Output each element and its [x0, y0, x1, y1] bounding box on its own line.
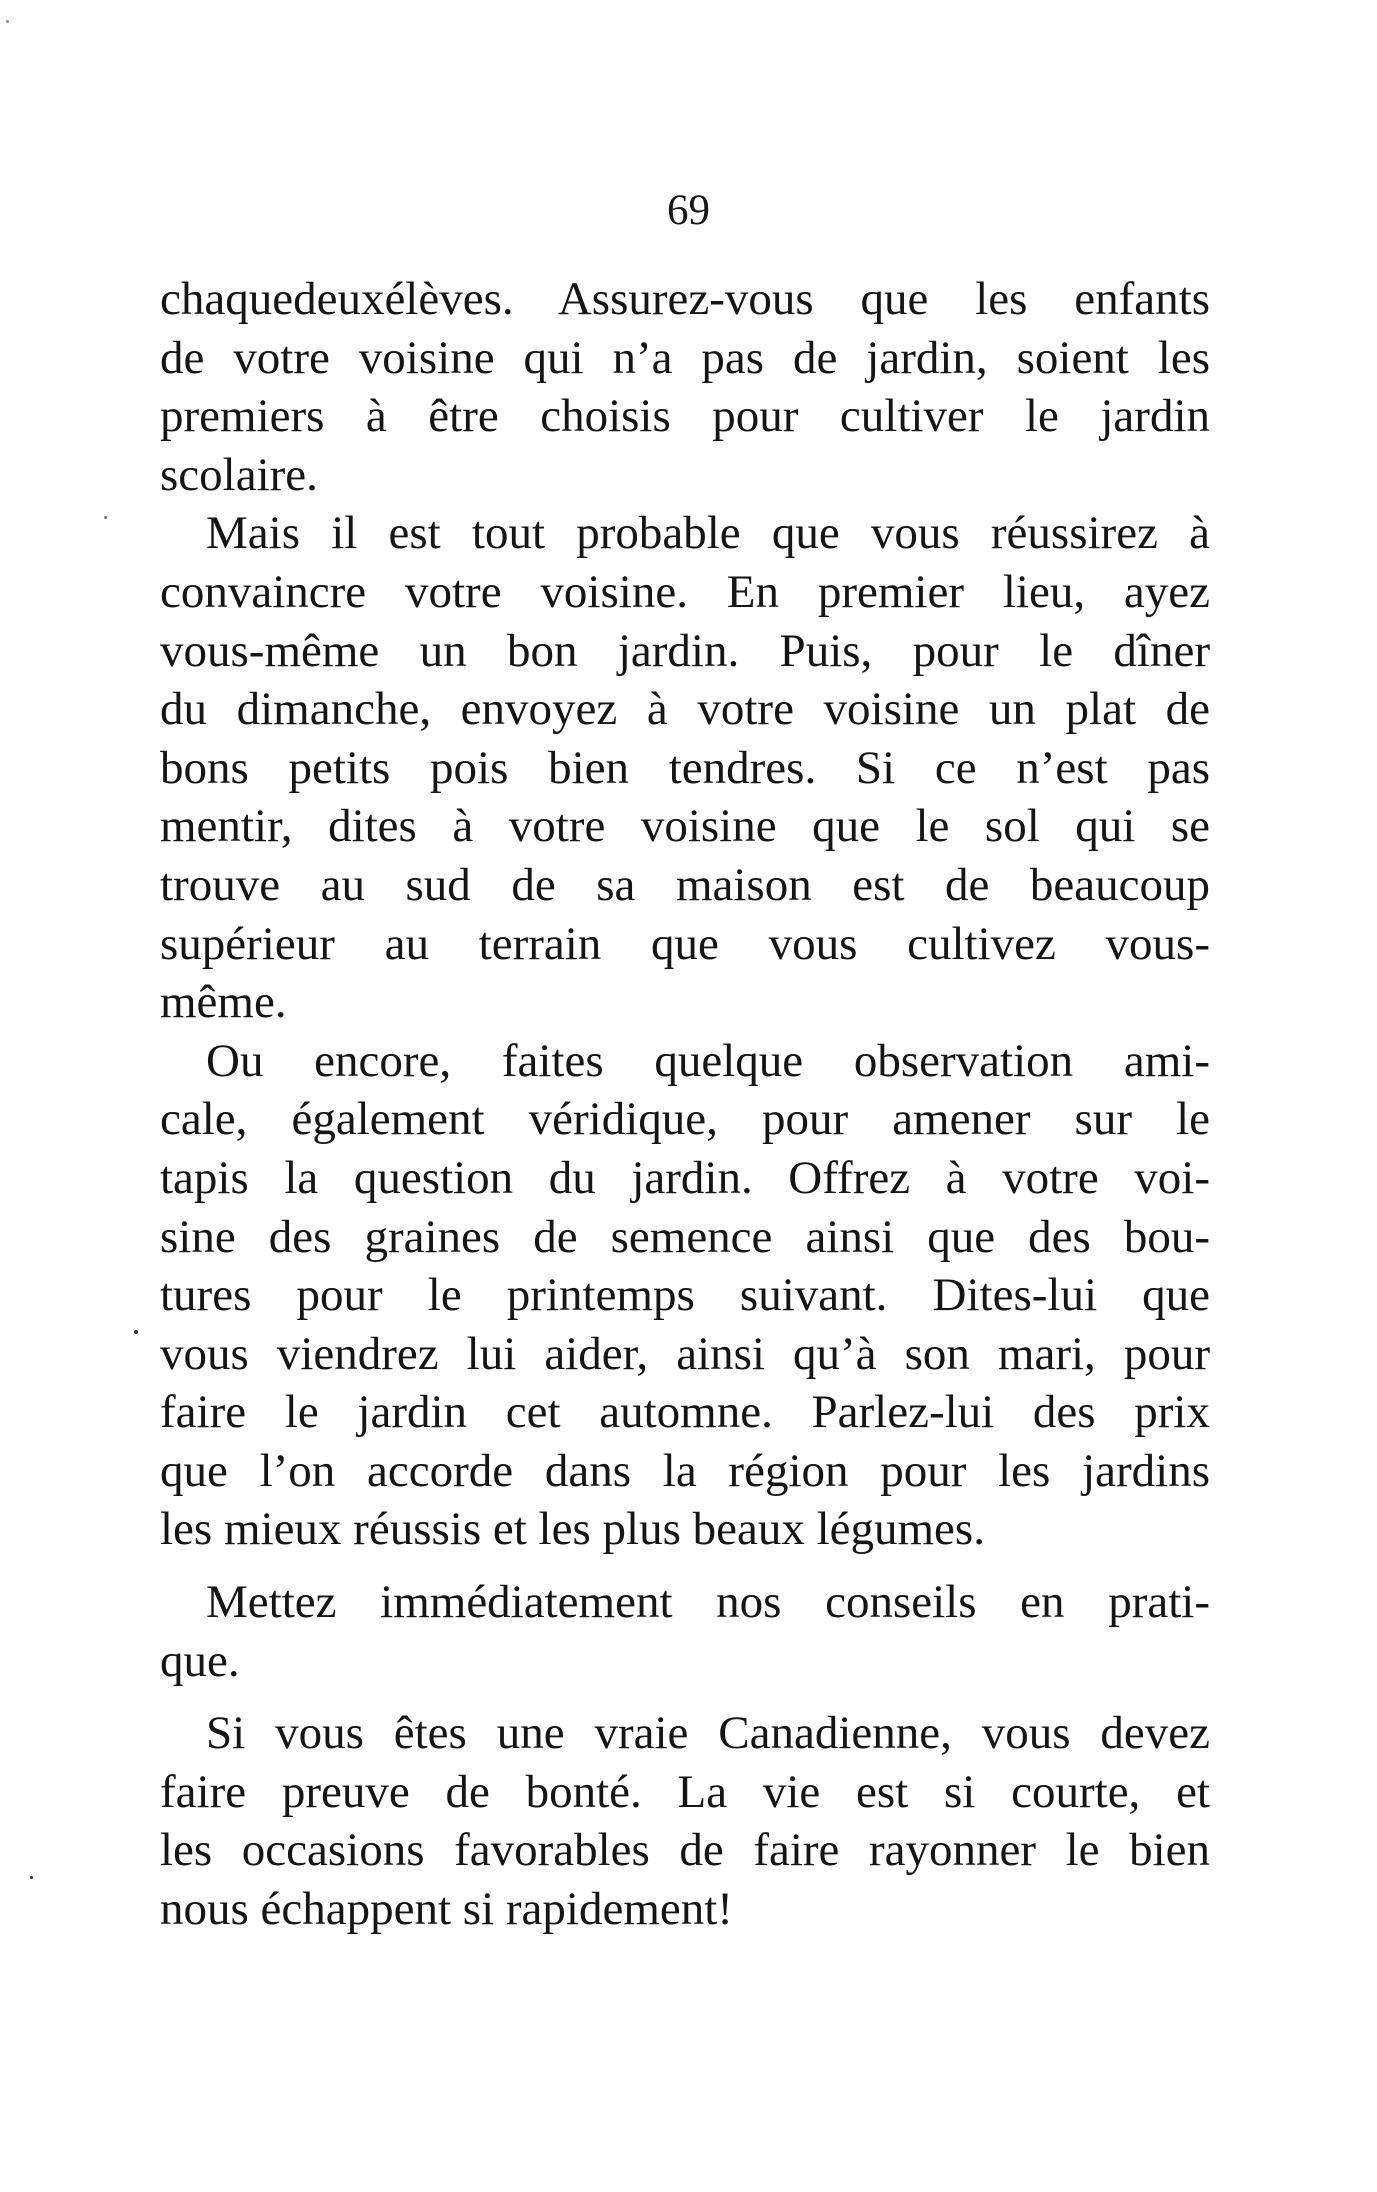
text-line: que l’on accorde dans la région pour les jardins: [160, 1444, 1210, 1497]
text-line: vous viendrez lui aider, ainsi qu’à son mari, pour: [160, 1327, 1210, 1380]
text-line: faire preuve de bonté. La vie est si courte, et: [160, 1765, 1210, 1818]
text-line: Mais il est tout probable que vous réussirez à: [206, 507, 1210, 560]
text-line: les occasions favorables de faire rayonner le bien: [160, 1824, 1210, 1877]
text-line: Ou encore, faites quelque observation ami-: [206, 1034, 1210, 1087]
paragraph-3: [160, 1032, 1210, 1559]
text-line: premiers à être choisis pour cultiver le jardin: [160, 390, 1210, 443]
text-line: les mieux réussis et les plus beaux légumes.: [160, 1503, 985, 1556]
text-line: nous échappent si rapidement!: [160, 1883, 733, 1936]
text-line: de votre voisine qui n’a pas de jardin, soient les: [160, 331, 1210, 384]
text-line: chaquedeuxélèves. Assurez-vous que les enfants: [160, 273, 1210, 325]
paragraph-5: [160, 1704, 1210, 1938]
text-line: du dimanche, envoyez à votre voisine un plat de: [160, 683, 1210, 736]
paragraph-1: [160, 270, 1210, 504]
page-number: 69: [667, 187, 710, 234]
text-line: tures pour le printemps suivant. Dites-lui que: [160, 1269, 1210, 1322]
text-line: tapis la question du jardin. Offrez à votre voi-: [160, 1151, 1210, 1204]
text-line: sine des graines de semence ainsi que des bou-: [160, 1210, 1210, 1263]
paragraph-2: [160, 504, 1210, 1031]
text-line: trouve au sud de sa maison est de beaucoup: [160, 858, 1210, 911]
text-line: scolaire.: [160, 448, 318, 501]
text-line: supérieur au terrain que vous cultivez vous-: [160, 917, 1210, 970]
text-line: Si vous êtes une vraie Canadienne, vous devez: [206, 1707, 1210, 1760]
scan-speck: [6, 20, 9, 23]
text-line: cale, également véridique, pour amener sur le: [160, 1093, 1210, 1146]
paragraph-4: [160, 1573, 1210, 1690]
text-line: faire le jardin cet automne. Parlez-lui des prix: [160, 1386, 1210, 1439]
text-line: convaincre votre voisine. En premier lieu, ayez: [160, 565, 1210, 618]
text-line: même.: [160, 976, 287, 1029]
scan-speck: [30, 1876, 33, 1879]
scan-speck: [134, 1330, 138, 1334]
text-line: mentir, dites à votre voisine que le sol qui se: [160, 800, 1210, 853]
scan-speck: [104, 516, 107, 519]
text-line: vous-même un bon jardin. Puis, pour le dîner: [160, 624, 1210, 677]
text-line: que.: [160, 1634, 240, 1687]
text-line: Mettez immédiatement nos conseils en prati-: [206, 1576, 1210, 1629]
body-text: [160, 270, 1210, 1939]
text-line: bons petits pois bien tendres. Si ce n’est pas: [160, 741, 1210, 794]
